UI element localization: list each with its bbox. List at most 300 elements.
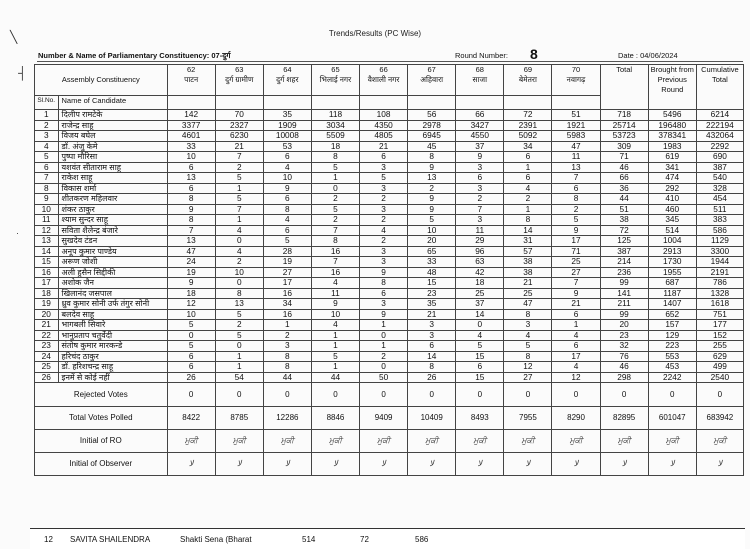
vote-cell: 0	[167, 383, 215, 407]
vote-cell: 54	[215, 372, 263, 383]
vote-cell: 15	[456, 372, 504, 383]
assembly-constituency-header: Assembly Constituency	[35, 65, 168, 96]
vote-cell: 3	[456, 162, 504, 173]
vote-cell: 4550	[456, 131, 504, 142]
vote-cell: 46	[600, 162, 648, 173]
vote-cell: 328	[696, 183, 743, 194]
signature: ﻻ	[311, 453, 359, 476]
vote-cell: 586	[696, 225, 743, 236]
vote-cell: 70	[215, 110, 263, 121]
vote-cell: 9	[408, 204, 456, 215]
vote-cell: 7955	[504, 407, 552, 430]
signature: ﻻ	[263, 453, 311, 476]
vote-cell: 8785	[215, 407, 263, 430]
sl-number: 7	[35, 173, 59, 184]
candidate-row	[35, 225, 744, 236]
candidate-name: श्याम सुन्दर साहू	[58, 215, 167, 226]
vote-cell: 0	[215, 341, 263, 352]
candidate-row	[35, 341, 744, 352]
vote-cell: 10409	[408, 407, 456, 430]
vote-cell: 3	[408, 330, 456, 341]
vote-cell: 17	[552, 351, 600, 362]
ac-header	[456, 65, 504, 96]
candidate-row	[35, 120, 744, 131]
initial-ro-row	[35, 430, 744, 453]
vote-cell: 0	[360, 330, 408, 341]
ac-number: 64	[283, 65, 292, 74]
signature: ﻻ	[600, 453, 648, 476]
ac-number: 68	[475, 65, 484, 74]
vote-cell: 255	[696, 341, 743, 352]
vote-cell: 66	[456, 110, 504, 121]
vote-cell: 10	[263, 173, 311, 184]
vote-cell: 18	[456, 278, 504, 289]
vote-cell: 1	[311, 330, 359, 341]
vote-cell: 6945	[408, 131, 456, 142]
candidate-name: राकेश साहू	[58, 173, 167, 184]
vote-cell: 309	[600, 141, 648, 152]
vote-cell: 8	[311, 152, 359, 163]
vote-cell: 8	[263, 204, 311, 215]
vote-cell: 2191	[696, 267, 743, 278]
candidate-row	[35, 236, 744, 247]
vote-cell: 8	[504, 309, 552, 320]
vote-cell: 6	[552, 309, 600, 320]
candidate-name: बलदेव साहू	[58, 309, 167, 320]
next-sl: 12	[44, 535, 53, 544]
vote-cell: 3	[456, 183, 504, 194]
vote-cell: 7	[552, 173, 600, 184]
vote-cell: 5	[408, 215, 456, 226]
vote-cell: 25	[456, 288, 504, 299]
vote-cell: 1944	[696, 257, 743, 268]
sl-number: 17	[35, 278, 59, 289]
vote-cell: 33	[408, 257, 456, 268]
vote-cell: 687	[648, 278, 696, 289]
sl-number: 9	[35, 194, 59, 205]
vote-cell: 4	[311, 320, 359, 331]
round-number: 8	[530, 46, 538, 62]
vote-cell: 53	[263, 141, 311, 152]
blank-cell	[456, 96, 504, 110]
vote-cell: 6	[167, 351, 215, 362]
next-value: 586	[415, 535, 429, 544]
vote-cell: 46	[600, 362, 648, 373]
blank-cell	[311, 96, 359, 110]
signature: ਮੁਕੀ	[263, 430, 311, 453]
candidate-row	[35, 246, 744, 257]
candidate-row	[35, 215, 744, 226]
vote-cell: 12286	[263, 407, 311, 430]
signature: ਮੁਕੀ	[696, 430, 743, 453]
vote-cell: 27	[504, 372, 552, 383]
vote-cell: 4	[263, 215, 311, 226]
vote-cell: 1955	[648, 267, 696, 278]
vote-cell: 44	[263, 372, 311, 383]
vote-cell: 9	[552, 225, 600, 236]
vote-cell: 27	[263, 267, 311, 278]
vote-cell: 3	[263, 341, 311, 352]
vote-cell: 5	[167, 320, 215, 331]
vote-cell: 9	[167, 278, 215, 289]
cumulative-header: Cumulative Total	[696, 65, 743, 110]
vote-cell: 6	[360, 152, 408, 163]
sl-number: 2	[35, 120, 59, 131]
initial-observer-row	[35, 453, 744, 476]
vote-cell: 0	[311, 183, 359, 194]
candidate-row	[35, 183, 744, 194]
vote-cell: 6	[263, 152, 311, 163]
candidate-row	[35, 194, 744, 205]
ac-number: 70	[571, 65, 581, 74]
vote-cell: 6	[504, 173, 552, 184]
vote-cell: 2540	[696, 372, 743, 383]
vote-cell: 652	[648, 309, 696, 320]
vote-cell: 2242	[648, 372, 696, 383]
vote-cell: 0	[167, 330, 215, 341]
candidate-name: विकास शर्मा	[58, 183, 167, 194]
vote-cell: 27	[552, 267, 600, 278]
vote-cell: 1	[552, 320, 600, 331]
next-page-strip	[30, 528, 745, 549]
blank-cell	[552, 96, 600, 110]
vote-cell: 5	[167, 341, 215, 352]
vote-cell: 5983	[552, 131, 600, 142]
signature: ﻻ	[648, 453, 696, 476]
vote-cell: 8	[408, 152, 456, 163]
signature: ﻻ	[167, 453, 215, 476]
vote-cell: 5	[263, 236, 311, 247]
vote-cell: 35	[263, 110, 311, 121]
candidate-name-header: Name of Candidate	[58, 96, 167, 110]
vote-cell: 690	[696, 152, 743, 163]
vote-cell: 21	[360, 141, 408, 152]
vote-cell: 7	[552, 278, 600, 289]
vote-cell: 71	[600, 152, 648, 163]
candidate-name: ध्रुव कुमार सोनी उर्फ तंगुर सोनी	[58, 299, 167, 310]
sl-number: 4	[35, 141, 59, 152]
vote-cell: 6	[263, 225, 311, 236]
vote-cell: 3	[360, 246, 408, 257]
candidate-name: राजेन्द्र साहू	[58, 120, 167, 131]
vote-cell: 1	[311, 341, 359, 352]
vote-cell: 15	[456, 351, 504, 362]
vote-cell: 38	[504, 267, 552, 278]
vote-cell: 44	[600, 194, 648, 205]
ac-header	[263, 65, 311, 96]
candidate-name: यशवंत सीताराम साहू	[58, 162, 167, 173]
candidate-name: भागबली सिवारे	[58, 320, 167, 331]
vote-cell: 619	[648, 152, 696, 163]
vote-cell: 0	[408, 383, 456, 407]
vote-cell: 63	[456, 257, 504, 268]
vote-cell: 2	[215, 257, 263, 268]
vote-cell: 5	[504, 341, 552, 352]
vote-cell: 32	[600, 341, 648, 352]
vote-cell: 26	[167, 372, 215, 383]
vote-cell: 0	[215, 383, 263, 407]
vote-cell: 341	[648, 162, 696, 173]
vote-cell: 9	[360, 309, 408, 320]
sl-number: 25	[35, 362, 59, 373]
vote-cell: 26	[408, 372, 456, 383]
vote-cell: 8	[504, 351, 552, 362]
blank-cell	[408, 96, 456, 110]
vote-cell: 57	[504, 246, 552, 257]
candidate-row	[35, 173, 744, 184]
vote-cell: 1921	[552, 120, 600, 131]
vote-cell: 0	[648, 383, 696, 407]
vote-cell: 6	[504, 152, 552, 163]
candidate-row	[35, 320, 744, 331]
vote-cell: 2292	[696, 141, 743, 152]
sl-no-header: Sl.No.	[35, 96, 59, 110]
vote-cell: 47	[167, 246, 215, 257]
vote-cell: 214	[600, 257, 648, 268]
vote-cell: 142	[167, 110, 215, 121]
vote-cell: 1	[504, 162, 552, 173]
vote-cell: 157	[648, 320, 696, 331]
round-label: Round Number:	[455, 51, 508, 60]
blank-cell	[360, 96, 408, 110]
signature: ﻻ	[456, 453, 504, 476]
vote-cell: 34	[263, 299, 311, 310]
ac-number: 69	[523, 65, 533, 74]
constituency-label: Number & Name of Parliamentary Constituency: 07-दुर्ग	[38, 51, 231, 60]
vote-cell: 38	[600, 215, 648, 226]
blank-cell	[167, 96, 215, 110]
vote-cell: 23	[600, 330, 648, 341]
vote-cell: 3300	[696, 246, 743, 257]
vote-cell: 4	[456, 330, 504, 341]
vote-cell: 1983	[648, 141, 696, 152]
candidate-name: शंकर ठाकुर	[58, 204, 167, 215]
blank-cell	[263, 96, 311, 110]
vote-cell: 0	[456, 320, 504, 331]
sl-number: 14	[35, 246, 59, 257]
candidate-name: अशोक जैन	[58, 278, 167, 289]
results-table	[34, 64, 744, 476]
vote-cell: 1	[504, 204, 552, 215]
vote-cell: 511	[696, 204, 743, 215]
vote-cell: 4	[215, 225, 263, 236]
signature: ਮੁਕੀ	[504, 430, 552, 453]
vote-cell: 196480	[648, 120, 696, 131]
vote-cell: 12	[504, 362, 552, 373]
vote-cell: 99	[600, 309, 648, 320]
vote-cell: 37	[456, 141, 504, 152]
ac-number: 67	[427, 65, 436, 74]
vote-cell: 3427	[456, 120, 504, 131]
ac-number: 66	[379, 65, 388, 74]
sl-number: 19	[35, 299, 59, 310]
vote-cell: 410	[648, 194, 696, 205]
vote-cell: 3377	[167, 120, 215, 131]
vote-cell: 2	[504, 194, 552, 205]
candidate-name: अरूण जोशी	[58, 257, 167, 268]
vote-cell: 9	[456, 152, 504, 163]
vote-cell: 514	[648, 225, 696, 236]
vote-cell: 8	[167, 194, 215, 205]
vote-cell: 0	[600, 383, 648, 407]
vote-cell: 6	[408, 341, 456, 352]
brought-header: Brought from Previous Round	[648, 65, 696, 110]
vote-cell: 12	[552, 372, 600, 383]
vote-cell: 37	[456, 299, 504, 310]
vote-cell: 383	[696, 215, 743, 226]
candidate-row	[35, 309, 744, 320]
vote-cell: 298	[600, 372, 648, 383]
vote-cell: 2	[456, 194, 504, 205]
vote-cell: 5496	[648, 110, 696, 121]
candidate-row	[35, 299, 744, 310]
vote-cell: 1187	[648, 288, 696, 299]
candidate-name: खिलानंद जसपाल	[58, 288, 167, 299]
vote-cell: 36	[600, 183, 648, 194]
ac-header	[408, 65, 456, 96]
vote-cell: 9	[263, 183, 311, 194]
candidate-name: विजय बघेल	[58, 131, 167, 142]
vote-cell: 7	[311, 257, 359, 268]
vote-cell: 35	[408, 299, 456, 310]
vote-cell: 3	[360, 299, 408, 310]
vote-cell: 4	[360, 225, 408, 236]
vote-cell: 1	[311, 173, 359, 184]
vote-cell: 5092	[504, 131, 552, 142]
vote-cell: 66	[600, 173, 648, 184]
signature: ﻻ	[504, 453, 552, 476]
vote-cell: 23	[408, 288, 456, 299]
vote-cell: 454	[696, 194, 743, 205]
signature: ﻻ	[360, 453, 408, 476]
vote-cell: 629	[696, 351, 743, 362]
divider	[37, 61, 743, 62]
candidate-name: अली हुसैन सिद्दीकी	[58, 267, 167, 278]
date-label: Date : 04/06/2024	[618, 51, 678, 60]
candidate-row	[35, 110, 744, 121]
next-value: 514	[302, 535, 316, 544]
vote-cell: 19	[263, 257, 311, 268]
vote-cell: 4	[552, 330, 600, 341]
vote-cell: 108	[360, 110, 408, 121]
signature: ਮੁਕੀ	[311, 430, 359, 453]
vote-cell: 45	[408, 141, 456, 152]
vote-cell: 17	[552, 236, 600, 247]
vote-cell: 7	[456, 204, 504, 215]
vote-cell: 21	[504, 278, 552, 289]
vote-cell: 4805	[360, 131, 408, 142]
vote-cell: 432064	[696, 131, 743, 142]
sl-number: 10	[35, 204, 59, 215]
vote-cell: 2	[263, 330, 311, 341]
rejected-votes-row	[35, 383, 744, 407]
vote-cell: 1	[215, 362, 263, 373]
vote-cell: 10008	[263, 131, 311, 142]
vote-cell: 387	[696, 162, 743, 173]
vote-cell: 4	[552, 362, 600, 373]
ac-name: दुर्ग शहर	[276, 75, 299, 84]
candidate-row	[35, 278, 744, 289]
vote-cell: 6	[167, 362, 215, 373]
vote-cell: 5	[215, 309, 263, 320]
vote-cell: 8	[408, 362, 456, 373]
vote-cell: 6	[167, 162, 215, 173]
vote-cell: 13	[552, 162, 600, 173]
candidate-row	[35, 204, 744, 215]
vote-cell: 1129	[696, 236, 743, 247]
vote-cell: 3034	[311, 120, 359, 131]
sl-number: 6	[35, 162, 59, 173]
vote-cell: 2	[360, 351, 408, 362]
vote-cell: 5	[456, 341, 504, 352]
candidate-row	[35, 330, 744, 341]
row-label: Rejected Votes	[35, 383, 168, 407]
vote-cell: 1	[311, 362, 359, 373]
next-party: Shakti Sena (Bharat	[180, 535, 252, 544]
vote-cell: 13	[167, 236, 215, 247]
vote-cell: 9	[167, 204, 215, 215]
vote-cell: 0	[696, 383, 743, 407]
pen-mark: ┤	[18, 66, 27, 80]
sl-number: 18	[35, 288, 59, 299]
candidate-name: इनमें से कोई नहीं	[58, 372, 167, 383]
vote-cell: 12	[167, 299, 215, 310]
vote-cell: 378341	[648, 131, 696, 142]
vote-cell: 683942	[696, 407, 743, 430]
vote-cell: 1	[215, 215, 263, 226]
vote-cell: 19	[167, 267, 215, 278]
vote-cell: 3	[360, 162, 408, 173]
vote-cell: 6214	[696, 110, 743, 121]
ac-name: नवागढ़	[566, 75, 586, 84]
page-title: Trends/Results (PC Wise)	[328, 29, 422, 38]
next-value: 72	[360, 535, 369, 544]
vote-cell: 125	[600, 236, 648, 247]
vote-cell: 7	[215, 204, 263, 215]
vote-cell: 1004	[648, 236, 696, 247]
vote-cell: 1	[215, 183, 263, 194]
vote-cell: 29	[456, 236, 504, 247]
vote-cell: 9	[552, 288, 600, 299]
vote-cell: 8846	[311, 407, 359, 430]
vote-cell: 3	[360, 204, 408, 215]
vote-cell: 141	[600, 288, 648, 299]
candidate-row	[35, 152, 744, 163]
vote-cell: 10	[167, 309, 215, 320]
vote-cell: 2	[311, 194, 359, 205]
vote-cell: 6	[552, 341, 600, 352]
vote-cell: 1618	[696, 299, 743, 310]
vote-cell: 2	[360, 236, 408, 247]
vote-cell: 5	[360, 173, 408, 184]
vote-cell: 1	[360, 341, 408, 352]
vote-cell: 28	[263, 246, 311, 257]
ac-number: 63	[235, 65, 244, 74]
vote-cell: 8	[552, 194, 600, 205]
vote-cell: 2	[408, 183, 456, 194]
candidate-name: संतोष कुमार मारकन्डे	[58, 341, 167, 352]
vote-cell: 5	[215, 330, 263, 341]
row-label: Initial of RO	[35, 430, 168, 453]
ac-name: पाटन	[184, 75, 199, 84]
vote-cell: 8	[504, 215, 552, 226]
candidate-name: पुष्पा मौरिसा	[58, 152, 167, 163]
vote-cell: 16	[263, 288, 311, 299]
vote-cell: 24	[167, 257, 215, 268]
candidate-row	[35, 362, 744, 373]
vote-cell: 21	[215, 141, 263, 152]
ac-name: भिलाई नगर	[319, 75, 352, 84]
